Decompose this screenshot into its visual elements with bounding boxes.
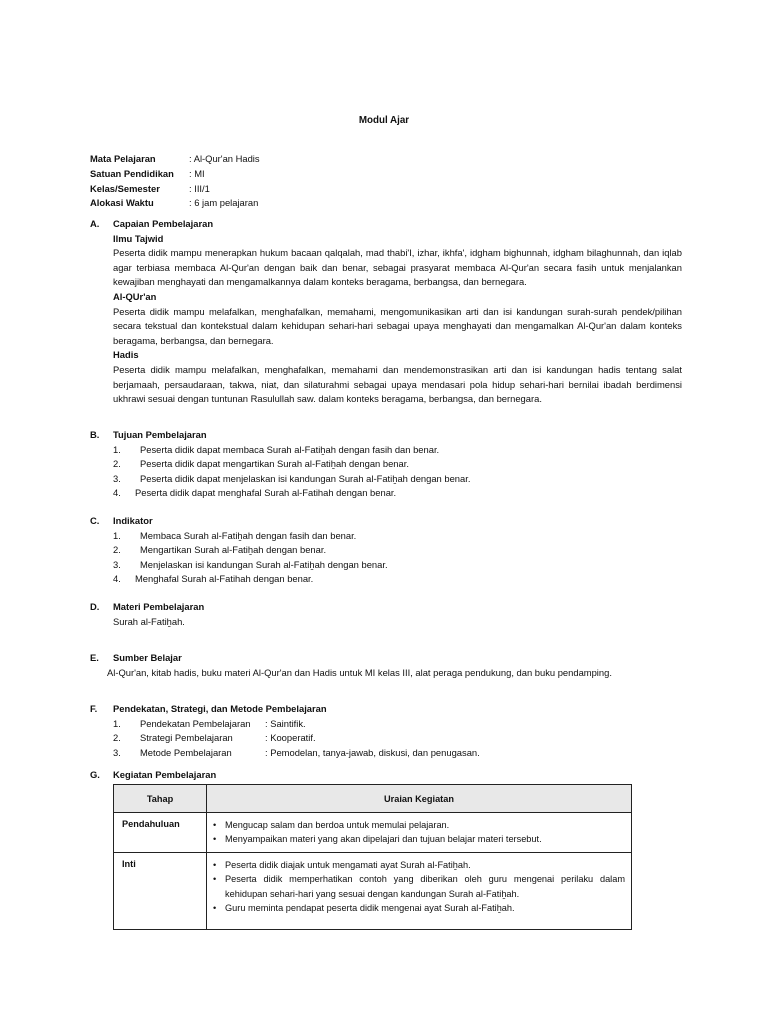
identity-row xyxy=(90,182,260,197)
list-item xyxy=(113,443,682,458)
column-header-uraian: Uraian Kegiatan xyxy=(207,785,632,813)
activity-item xyxy=(213,832,625,846)
section-heading xyxy=(90,702,682,717)
item-text: Peserta didik dapat menghafal Surah al-Fatihah dengan benar. xyxy=(135,487,397,499)
section-title: Materi Pembelajaran xyxy=(113,601,205,612)
item-number: 4. xyxy=(113,487,121,499)
section-text: Al-Qur'an, kitab hadis, buku materi Al-Qur'an dan Hadis untuk MI kelas III, alat peraga pendukung, dan buku pendamping. xyxy=(107,666,612,678)
method-list xyxy=(113,717,682,761)
identity-value: : Al-Qur'an Hadis xyxy=(189,153,260,164)
subsection-title: Hadis xyxy=(113,349,139,361)
item-text: Membaca Surah al-Fatiẖah dengan fasih dan benar. xyxy=(140,529,357,541)
section-letter: B. xyxy=(90,429,100,440)
section-title: Indikator xyxy=(113,515,153,526)
bullet-icon: • xyxy=(213,859,217,870)
item-text: Peserta didik dapat menjelaskan isi kandungan Surah al-Fatiẖah dengan benar. xyxy=(140,472,471,484)
table-header-row xyxy=(114,785,632,813)
identity-row xyxy=(90,152,260,167)
item-number: 4. xyxy=(113,573,121,585)
stage-cell: Pendahuluan xyxy=(114,813,207,853)
table-row xyxy=(114,852,632,929)
identity-block xyxy=(90,152,260,211)
section-capaian xyxy=(90,217,682,407)
section-letter: E. xyxy=(90,652,99,663)
item-number: 2. xyxy=(113,732,121,744)
section-heading xyxy=(90,768,682,783)
table-row xyxy=(114,813,632,853)
bullet-icon: • xyxy=(213,834,217,845)
activity-table xyxy=(113,784,632,930)
identity-row xyxy=(90,167,260,182)
item-number: 2. xyxy=(113,544,121,556)
subsection-text: Peserta didik mampu melafalkan, menghafalkan, memahami dan mendemonstrasikan arti dan isi kandungan hadis tentang salat berjamaah, persaudaraan, takwa, niat, dan silaturahmi sebagai upaya mendasari pola hidup sehari-hari bernilai ibadah berdimensi ukhrawi sesuai dengan tuntunan Rasulullah saw. dalam konteks beragama, berbangsa, dan bernegara. xyxy=(113,363,682,405)
activity-text: Peserta didik diajak untuk mengamati ayat Surah al-Fatiẖah. xyxy=(225,859,471,870)
item-key: Strategi Pembelajaran xyxy=(140,732,233,744)
list-item xyxy=(113,529,682,544)
list-item xyxy=(113,558,682,573)
item-number: 1. xyxy=(113,717,121,729)
activity-item xyxy=(213,858,625,872)
list-item xyxy=(113,472,682,487)
item-text: Menghafal Surah al-Fatihah dengan benar. xyxy=(135,573,314,585)
section-title: Tujuan Pembelajaran xyxy=(113,429,207,440)
subsection-title: Al-QUr'an xyxy=(113,290,157,302)
identity-value: : MI xyxy=(189,167,205,179)
section-materi xyxy=(90,600,682,629)
item-number: 1. xyxy=(113,443,121,455)
section-heading xyxy=(90,514,682,529)
item-key: Pendekatan Pembelajaran xyxy=(140,717,251,729)
section-indikator xyxy=(90,514,682,587)
section-heading xyxy=(90,428,682,443)
section-letter: D. xyxy=(90,601,100,612)
item-value: : Saintifik. xyxy=(265,717,306,729)
activity-text: Menyampaikan materi yang akan dipelajari dan tujuan belajar materi tersebut. xyxy=(225,834,542,845)
item-number: 1. xyxy=(113,529,121,541)
activity-text: Guru meminta pendapat peserta didik mengenai ayat Surah al-Fatiẖah. xyxy=(225,903,515,914)
identity-value: : 6 jam pelajaran xyxy=(189,197,259,209)
section-heading xyxy=(90,217,682,232)
document-title: Modul Ajar xyxy=(358,115,410,126)
section-kegiatan xyxy=(90,768,682,783)
item-number: 3. xyxy=(113,746,121,758)
section-letter: C. xyxy=(90,515,100,526)
subsection-title: Ilmu Tajwid xyxy=(113,232,164,244)
list-item xyxy=(113,457,682,472)
list-item xyxy=(113,572,682,587)
section-letter: A. xyxy=(90,218,100,229)
identity-key: Mata Pelajaran xyxy=(90,153,156,164)
bullet-icon: • xyxy=(213,903,217,914)
objective-list xyxy=(113,443,682,501)
identity-key: Kelas/Semester xyxy=(90,182,160,194)
activity-item xyxy=(213,901,625,915)
identity-value: : III/1 xyxy=(189,182,210,194)
activity-text: Mengucap salam dan berdoa untuk memulai pelajaran. xyxy=(225,820,450,830)
subsection-text: Peserta didik mampu melafalkan, menghafalkan, memahami, mengomunikasikan arti dan isi kandungan surah-surah pendek/pilihan secara tekstual dan kontekstual dalam kehidupan sehari-hari sebagai upaya menghayati dan mengamalkan Al-Qur'an dalam konteks beragama, berbangsa, dan bernegara. xyxy=(113,305,682,346)
identity-key: Alokasi Waktu xyxy=(90,197,154,209)
item-number: 2. xyxy=(113,458,121,470)
section-title: Kegiatan Pembelajaran xyxy=(113,769,217,780)
list-item xyxy=(113,543,682,558)
activity-cell xyxy=(207,813,632,853)
list-item xyxy=(113,731,682,746)
item-text: Peserta didik dapat mengartikan Surah al-Fatiẖah dengan benar. xyxy=(140,458,409,470)
identity-row xyxy=(90,196,260,211)
item-key: Metode Pembelajaran xyxy=(140,746,232,758)
bullet-icon: • xyxy=(213,874,217,885)
section-sumber xyxy=(90,651,682,680)
stage-cell: Inti xyxy=(114,852,207,929)
item-number: 3. xyxy=(113,558,121,570)
bullet-icon: • xyxy=(213,820,217,830)
section-letter: G. xyxy=(90,769,100,780)
section-text: Surah al-Fatiẖah. xyxy=(113,615,185,627)
subsection-text: Peserta didik mampu menerapkan hukum bacaan qalqalah, mad thabi'I, izhar, ikhfa', idgham bighunnah, idgham bilaghunnah, dan iqlab agar terbiasa membaca Al-Qur'an dengan baik dan benar, sebagai prasyarat membaca Al-Qur'an secara fasih untuk menjalankan kewajiban menghayati dan mengamalkannya dalam konteks beragama, berbangsa, dan bernegara. xyxy=(113,247,682,288)
list-item xyxy=(113,486,682,501)
item-text: Peserta didik dapat membaca Surah al-Fatiẖah dengan fasih dan benar. xyxy=(140,443,440,455)
activity-cell xyxy=(207,852,632,929)
item-value: : Pemodelan, tanya-jawab, diskusi, dan penugasan. xyxy=(265,746,480,758)
column-header-tahap: Tahap xyxy=(114,785,207,813)
indicator-list xyxy=(113,529,682,587)
item-text: Menjelaskan isi kandungan Surah al-Fatiẖah dengan benar. xyxy=(140,558,388,570)
section-heading xyxy=(90,600,682,615)
section-letter: F. xyxy=(90,703,98,714)
section-pendekatan xyxy=(90,702,682,760)
section-title: Capaian Pembelajaran xyxy=(113,218,214,229)
item-value: : Kooperatif. xyxy=(265,732,316,744)
activity-text: Peserta didik memperhatikan contoh yang diberikan oleh guru mengenai perilaku dalam kehidupan sehari-hari yang sesuai dengan kandungan Surah al-Fatiẖah. xyxy=(225,874,625,899)
list-item xyxy=(113,717,682,732)
list-item xyxy=(113,746,682,761)
item-text: Mengartikan Surah al-Fatiẖah dengan benar. xyxy=(140,544,327,556)
item-number: 3. xyxy=(113,472,121,484)
section-title: Pendekatan, Strategi, dan Metode Pembelajaran xyxy=(113,703,327,714)
section-title: Sumber Belajar xyxy=(113,652,182,663)
section-heading xyxy=(90,651,682,666)
section-tujuan xyxy=(90,428,682,501)
identity-key: Satuan Pendidikan xyxy=(90,167,174,179)
activity-item xyxy=(213,872,625,901)
activity-item xyxy=(213,818,625,832)
